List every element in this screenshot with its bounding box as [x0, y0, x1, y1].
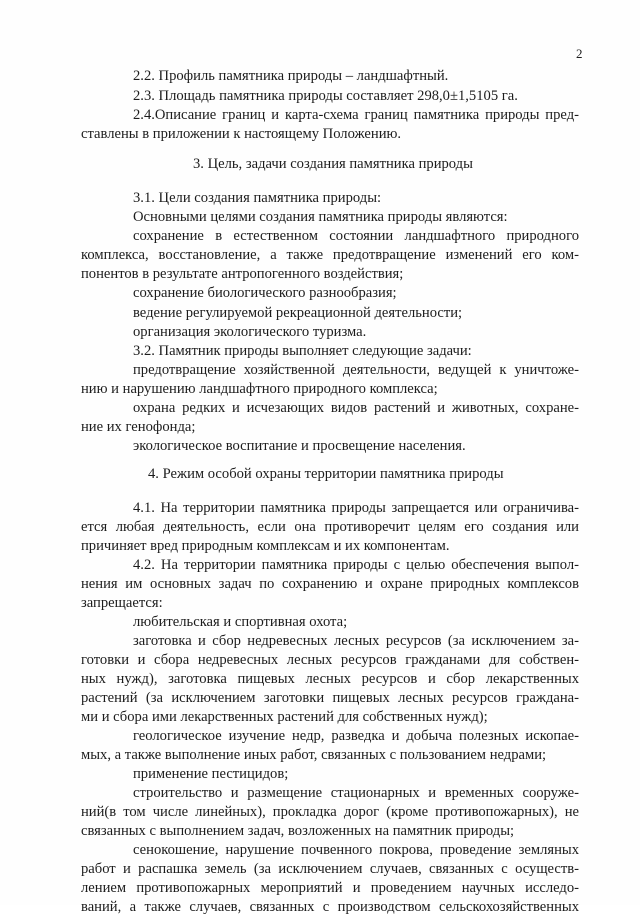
text-line: готовки и сбора недревесных лесных ресурсов гражданами для собствен- [81, 652, 579, 668]
text-line: организация экологического туризма. [133, 324, 367, 340]
text-line: предотвращение хозяйственной деятельности, ведущей к уничтоже- [133, 362, 579, 378]
text-line: мых, а также выполнение иных работ, связанных с пользованием недрами; [81, 747, 547, 763]
text-line: работ и распашка земель (за исключением случаев, связанных с осуществ- [81, 861, 579, 877]
text-line: любительская и спортивная охота; [133, 614, 348, 630]
text-line: ваний, а также случаев, связанных с производством сельскохозяйственных [81, 899, 579, 915]
text-line: сенокошение, нарушение почвенного покрова, проведение земляных [133, 842, 579, 858]
text-line: 4.2. На территории памятника природы с целью обеспечения выпол- [133, 557, 579, 573]
text-line: ведение регулируемой рекреационной деятельности; [133, 305, 463, 321]
text-line: связанных с выполнением задач, возложенных на памятник природы; [81, 823, 515, 839]
text-line: ми и сбора ими лекарственных растений для собственных нужд); [81, 709, 488, 725]
text-line: ние их генофонда; [81, 419, 196, 435]
text-line: нию и нарушению ландшафтного природного комплекса; [81, 381, 438, 397]
text-line: строительство и размещение стационарных и временных сооруже- [133, 785, 579, 801]
text-line: 2.2. Профиль памятника природы – ландшафтный. [133, 68, 449, 84]
text-line: понентов в результате антропогенного воздействия; [81, 266, 404, 282]
text-line: применение пестицидов; [133, 766, 289, 782]
text-line: геологическое изучение недр, разведка и добыча полезных ископае- [133, 728, 579, 744]
text-line: ных нужд), заготовка пищевых лесных ресурсов и сбор лекарственных [81, 671, 579, 687]
text-line: охрана редких и исчезающих видов растений и животных, сохране- [133, 400, 579, 416]
text-line: 2.4.Описание границ и карта-схема границ памятника природы пред- [133, 107, 579, 123]
text-line: запрещается: [81, 595, 163, 611]
text-line: заготовка и сбор недревесных лесных ресурсов (за исключением за- [133, 633, 579, 649]
section-heading: 3. Цель, задачи создания памятника природы [193, 156, 473, 172]
text-line: Основными целями создания памятника природы являются: [133, 209, 508, 225]
text-line: комплекса, восстановление, а также предотвращение изменений его ком- [81, 247, 579, 263]
text-line: экологическое воспитание и просвещение населения. [133, 438, 466, 454]
text-line: растений (за исключением заготовки пищевых лесных ресурсов граждана- [81, 690, 579, 706]
text-line: ется любая деятельность, если она противоречит целям его создания или [81, 519, 579, 535]
text-line: 4.1. На территории памятника природы запрещается или ограничива- [133, 500, 579, 516]
text-line: лением противопожарных мероприятий и проведением научных исследо- [81, 880, 579, 896]
text-line: 2.3. Площадь памятника природы составляет 298,0±1,5105 га. [133, 88, 518, 104]
text-line: ний(в том числе линейных), прокладка дорог (кроме противопожарных), не [81, 804, 579, 820]
text-line: ставлены в приложении к настоящему Положению. [81, 126, 402, 142]
text-line: причиняет вред природным комплексам и их компонентам. [81, 538, 450, 554]
text-line: сохранение в естественном состоянии ландшафтного природного [133, 228, 579, 244]
text-line: 3.2. Памятник природы выполняет следующие задачи: [133, 343, 472, 359]
text-line: сохранение биологического разнообразия; [133, 285, 397, 301]
text-line: 3.1. Цели создания памятника природы: [133, 190, 382, 206]
section-heading: 4. Режим особой охраны территории памятника природы [148, 466, 504, 482]
page-number: 2 [576, 46, 583, 61]
text-line: нения им основных задач по сохранению и охране природных комплексов [81, 576, 579, 592]
